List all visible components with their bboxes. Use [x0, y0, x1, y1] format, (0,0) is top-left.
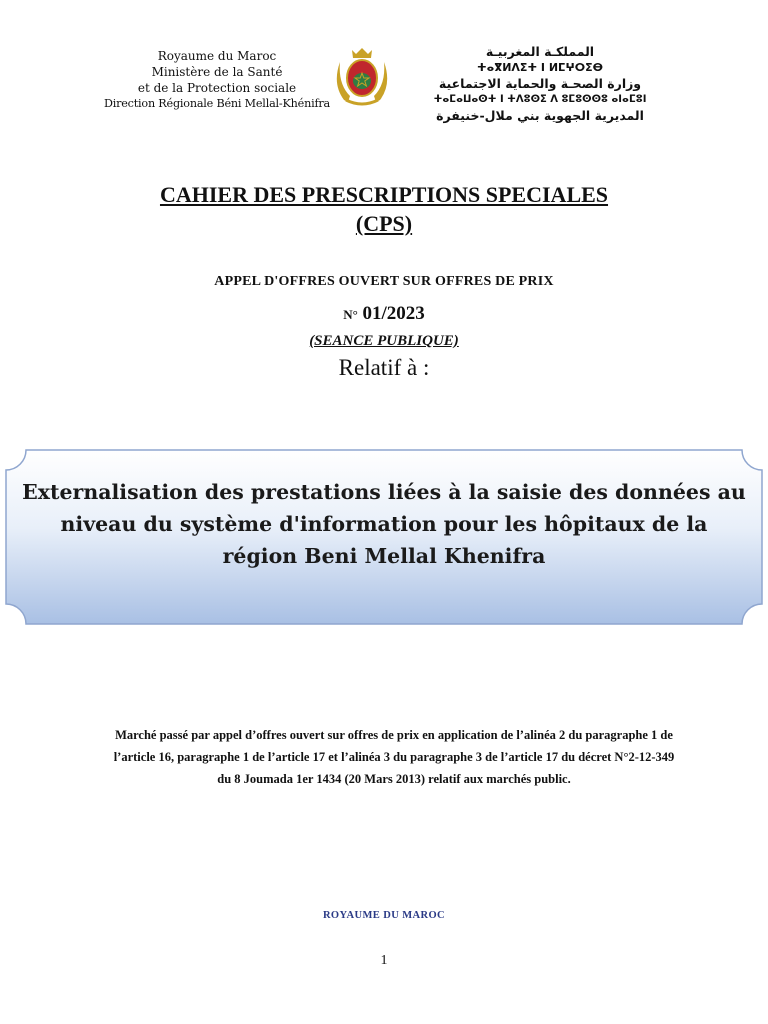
header-ar-line: ⵜⴰⴳⵍⴷⵉⵜ ⵏ ⵍⵎⵖⵔⵉⴱ — [476, 61, 603, 74]
header-fr-line: Ministère de la Santé — [151, 65, 283, 79]
tender-number-label: N° — [343, 307, 358, 322]
page-number: 1 — [380, 953, 388, 968]
relatif-label: Relatif à : — [338, 355, 430, 380]
coat-of-arms-icon — [334, 44, 390, 108]
header-fr-line: Royaume du Maroc — [157, 49, 277, 63]
header-ar-line: ⵜⴰⵎⴰⵡⴰⵙⵜ ⵏ ⵜⴷⵓⵙⵉ ⴷ ⵓⵎⵓⵙⵙⵓ ⴰⵏⴰⵎⵓⵏ — [433, 94, 647, 105]
document-title-abbreviation: (CPS) — [355, 211, 413, 236]
tender-number-value: 01/2023 — [362, 303, 425, 324]
legal-basis-paragraph: Marché passé par appel d’offres ouvert sur offres de prix en application de l’alinéa 2 du paragraphe 1 de l’article 16, paragraphe 1 de l’article 17 et l’alinéa 3 du paragraphe 3 de l’article 17 du décret N°2-12-349 du 8 Joumada 1er 1434 (20 Mars 2013) relatif aux marchés public. — [113, 728, 675, 786]
header-ar-line: وزارة الصحـة والحماية الاجتماعية — [438, 76, 642, 91]
document-title: CAHIER DES PRESCRIPTIONS SPECIALES — [159, 182, 609, 207]
session-type: (SEANCE PUBLIQUE) — [309, 333, 459, 349]
ministry-header-french — [96, 48, 338, 112]
header-ar-line: المملكـة المغربيـة — [485, 44, 595, 59]
footer-kingdom-label: ROYAUME DU MAROC — [322, 910, 446, 921]
ministry-header-arabic — [430, 44, 650, 124]
contract-subject: Externalisation des prestations liées à la saisie des données au niveau du système d'information pour les hôpitaux de la région Beni Mellal Khenifra — [22, 480, 746, 568]
tender-number — [0, 303, 768, 325]
header-fr-line: et de la Protection sociale — [137, 81, 297, 95]
header-fr-line: Direction Régionale Béni Mellal-Khénifra — [103, 97, 331, 110]
tender-type: APPEL D'OFFRES OUVERT SUR OFFRES DE PRIX — [214, 274, 554, 289]
header-ar-line: المديرية الجهوية بني ملال-خنيفرة — [436, 108, 644, 123]
